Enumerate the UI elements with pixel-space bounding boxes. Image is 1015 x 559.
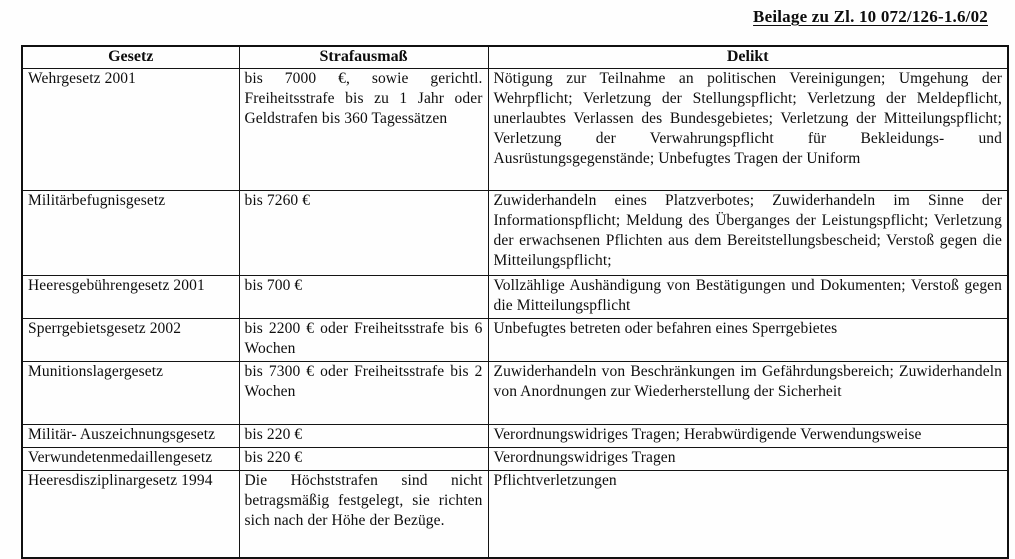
cell-gesetz: Wehrgesetz 2001 (22, 69, 239, 191)
table-row (22, 471, 1008, 559)
table-row (22, 69, 1008, 191)
cell-delikt: Nötigung zur Teilnahme an politischen Vereinigungen; Umgehung der Wehrpflicht; Verletzung der Stellungspflicht; Verletzung der Meldepflicht, unerlaubtes Verlassen des Bundesgebietes; Verletzung der Mitteilungspflicht; Verletzung der Verwahrungspflicht für Bekleidungs- und Ausrüstungsgegenstände; Unbefugtes Tragen der Uniform (488, 69, 1008, 191)
table-row (22, 276, 1008, 319)
cell-strafausmass: bis 700 € (239, 276, 488, 319)
cell-strafausmass: bis 7300 € oder Freiheitsstrafe bis 2 Wochen (239, 362, 488, 425)
cell-gesetz: Verwundetenmedaillengesetz (22, 448, 239, 471)
cell-strafausmass: bis 2200 € oder Freiheitsstrafe bis 6 Wochen (239, 319, 488, 362)
table-header-row (22, 46, 1008, 69)
cell-strafausmass: bis 220 € (239, 448, 488, 471)
cell-delikt: Zuwiderhandeln von Beschränkungen im Gefährdungsbereich; Zuwiderhandeln von Anordnungen zur Wiederherstellung der Sicherheit (488, 362, 1008, 425)
cell-gesetz: Militärbefugnisgesetz (22, 191, 239, 276)
table-row (22, 362, 1008, 425)
cell-gesetz: Heeresdisziplinargesetz 1994 (22, 471, 239, 559)
table-row (22, 425, 1008, 448)
cell-gesetz: Munitionslagergesetz (22, 362, 239, 425)
cell-gesetz: Sperrgebietsgesetz 2002 (22, 319, 239, 362)
table-row (22, 191, 1008, 276)
cell-delikt: Verordnungswidriges Tragen; Herabwürdigende Verwendungsweise (488, 425, 1008, 448)
reference-number-text: Beilage zu Zl. 10 072/126-1.6/02 (753, 7, 988, 26)
column-header-gesetz: Gesetz (22, 46, 239, 69)
laws-penalties-table (21, 45, 1009, 559)
cell-delikt: Zuwiderhandeln eines Platzverbotes; Zuwiderhandeln im Sinne der Informationspflicht; Meldung des Überganges der Leistungspflicht; Verletzung der erwachsenen Pflichten aus dem Bereitstellungsbescheid; Verstoß gegen die Mitteilungspflicht; (488, 191, 1008, 276)
column-header-delikt: Delikt (488, 46, 1008, 69)
cell-strafausmass: bis 7000 €, sowie gerichtl. Freiheitsstrafe bis zu 1 Jahr oder Geldstrafen bis 360 Tagessätzen (239, 69, 488, 191)
cell-strafausmass: bis 220 € (239, 425, 488, 448)
table-row (22, 319, 1008, 362)
cell-delikt: Vollzählige Aushändigung von Bestätigungen und Dokumenten; Verstoß gegen die Mitteilungspflicht (488, 276, 1008, 319)
cell-gesetz: Heeresgebührengesetz 2001 (22, 276, 239, 319)
cell-strafausmass: bis 7260 € (239, 191, 488, 276)
cell-delikt: Pflichtverletzungen (488, 471, 1008, 559)
cell-delikt: Verordnungswidriges Tragen (488, 448, 1008, 471)
column-header-strafausmass: Strafausmaß (239, 46, 488, 69)
cell-strafausmass: Die Höchststrafen sind nicht betragsmäßig festgelegt, sie richten sich nach der Höhe der Bezüge. (239, 471, 488, 559)
reference-number (753, 7, 988, 27)
cell-gesetz: Militär- Auszeichnungsgesetz (22, 425, 239, 448)
table-row (22, 448, 1008, 471)
cell-delikt: Unbefugtes betreten oder befahren eines Sperrgebietes (488, 319, 1008, 362)
